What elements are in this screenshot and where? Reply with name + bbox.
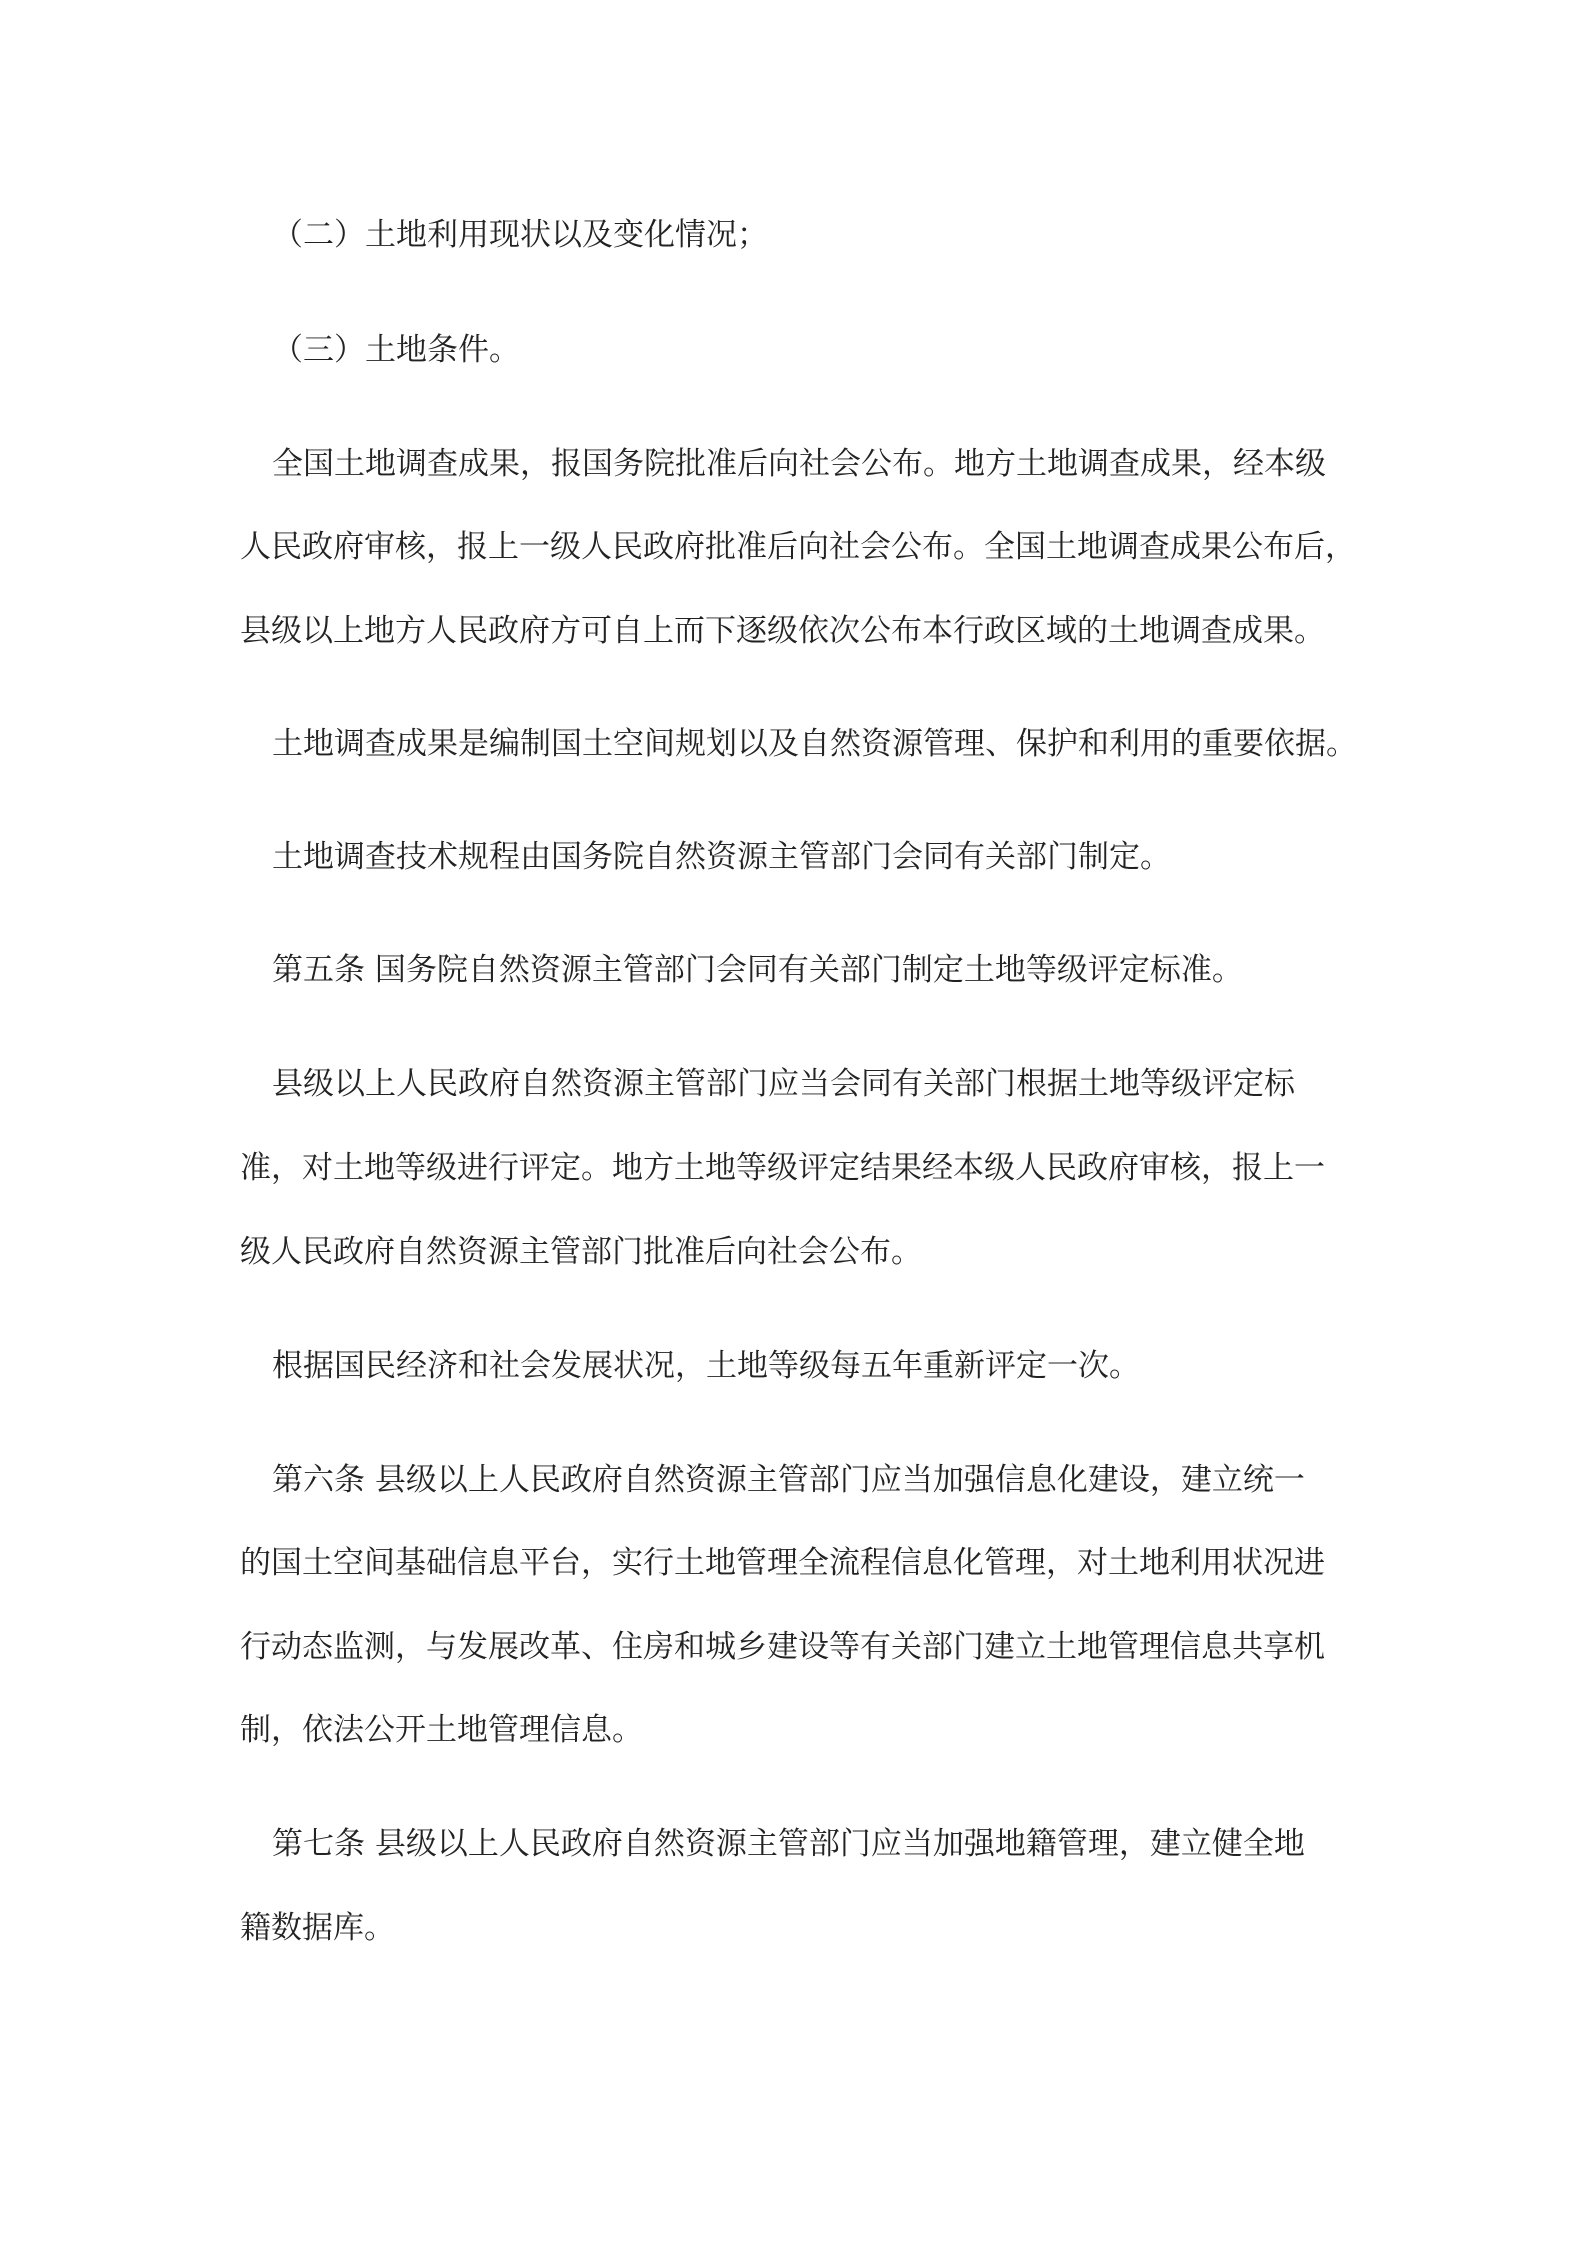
list-item-land-use-status: （二）土地利用现状以及变化情况； [272,217,768,253]
paragraph-line: 全国土地调查成果，报国务院批准后向社会公布。地方土地调查成果，经本级 [272,446,1326,482]
paragraph-line: 人民政府审核，报上一级人民政府批准后向社会公布。全国土地调查成果公布后， [240,529,1356,565]
paragraph-line: 土地调查技术规程由国务院自然资源主管部门会同有关部门制定。 [272,839,1171,875]
article-7-heading-line: 第七条 县级以上人民政府自然资源主管部门应当加强地籍管理，建立健全地 [272,1826,1305,1862]
paragraph-line: 的国土空间基础信息平台，实行土地管理全流程信息化管理，对土地利用状况进 [240,1545,1325,1581]
paragraph-line: 级人民政府自然资源主管部门批准后向社会公布。 [240,1234,922,1270]
paragraph-line: 县级以上地方人民政府方可自上而下逐级依次公布本行政区域的土地调查成果。 [240,613,1325,649]
paragraph-line: 准，对土地等级进行评定。地方土地等级评定结果经本级人民政府审核，报上一 [240,1150,1325,1186]
article-6-heading-line: 第六条 县级以上人民政府自然资源主管部门应当加强信息化建设，建立统一 [272,1462,1305,1498]
paragraph-line: 土地调查成果是编制国土空间规划以及自然资源管理、保护和利用的重要依据。 [272,726,1357,762]
article-5-heading-line: 第五条 国务院自然资源主管部门会同有关部门制定土地等级评定标准。 [272,952,1243,988]
paragraph-line: 籍数据库。 [240,1910,395,1946]
paragraph-line: 行动态监测，与发展改革、住房和城乡建设等有关部门建立土地管理信息共享机 [240,1629,1325,1665]
paragraph-line: 县级以上人民政府自然资源主管部门应当会同有关部门根据土地等级评定标 [272,1066,1295,1102]
list-item-land-conditions: （三）土地条件。 [272,332,520,368]
paragraph-line: 根据国民经济和社会发展状况，土地等级每五年重新评定一次。 [272,1348,1140,1384]
paragraph-line: 制，依法公开土地管理信息。 [240,1712,643,1748]
